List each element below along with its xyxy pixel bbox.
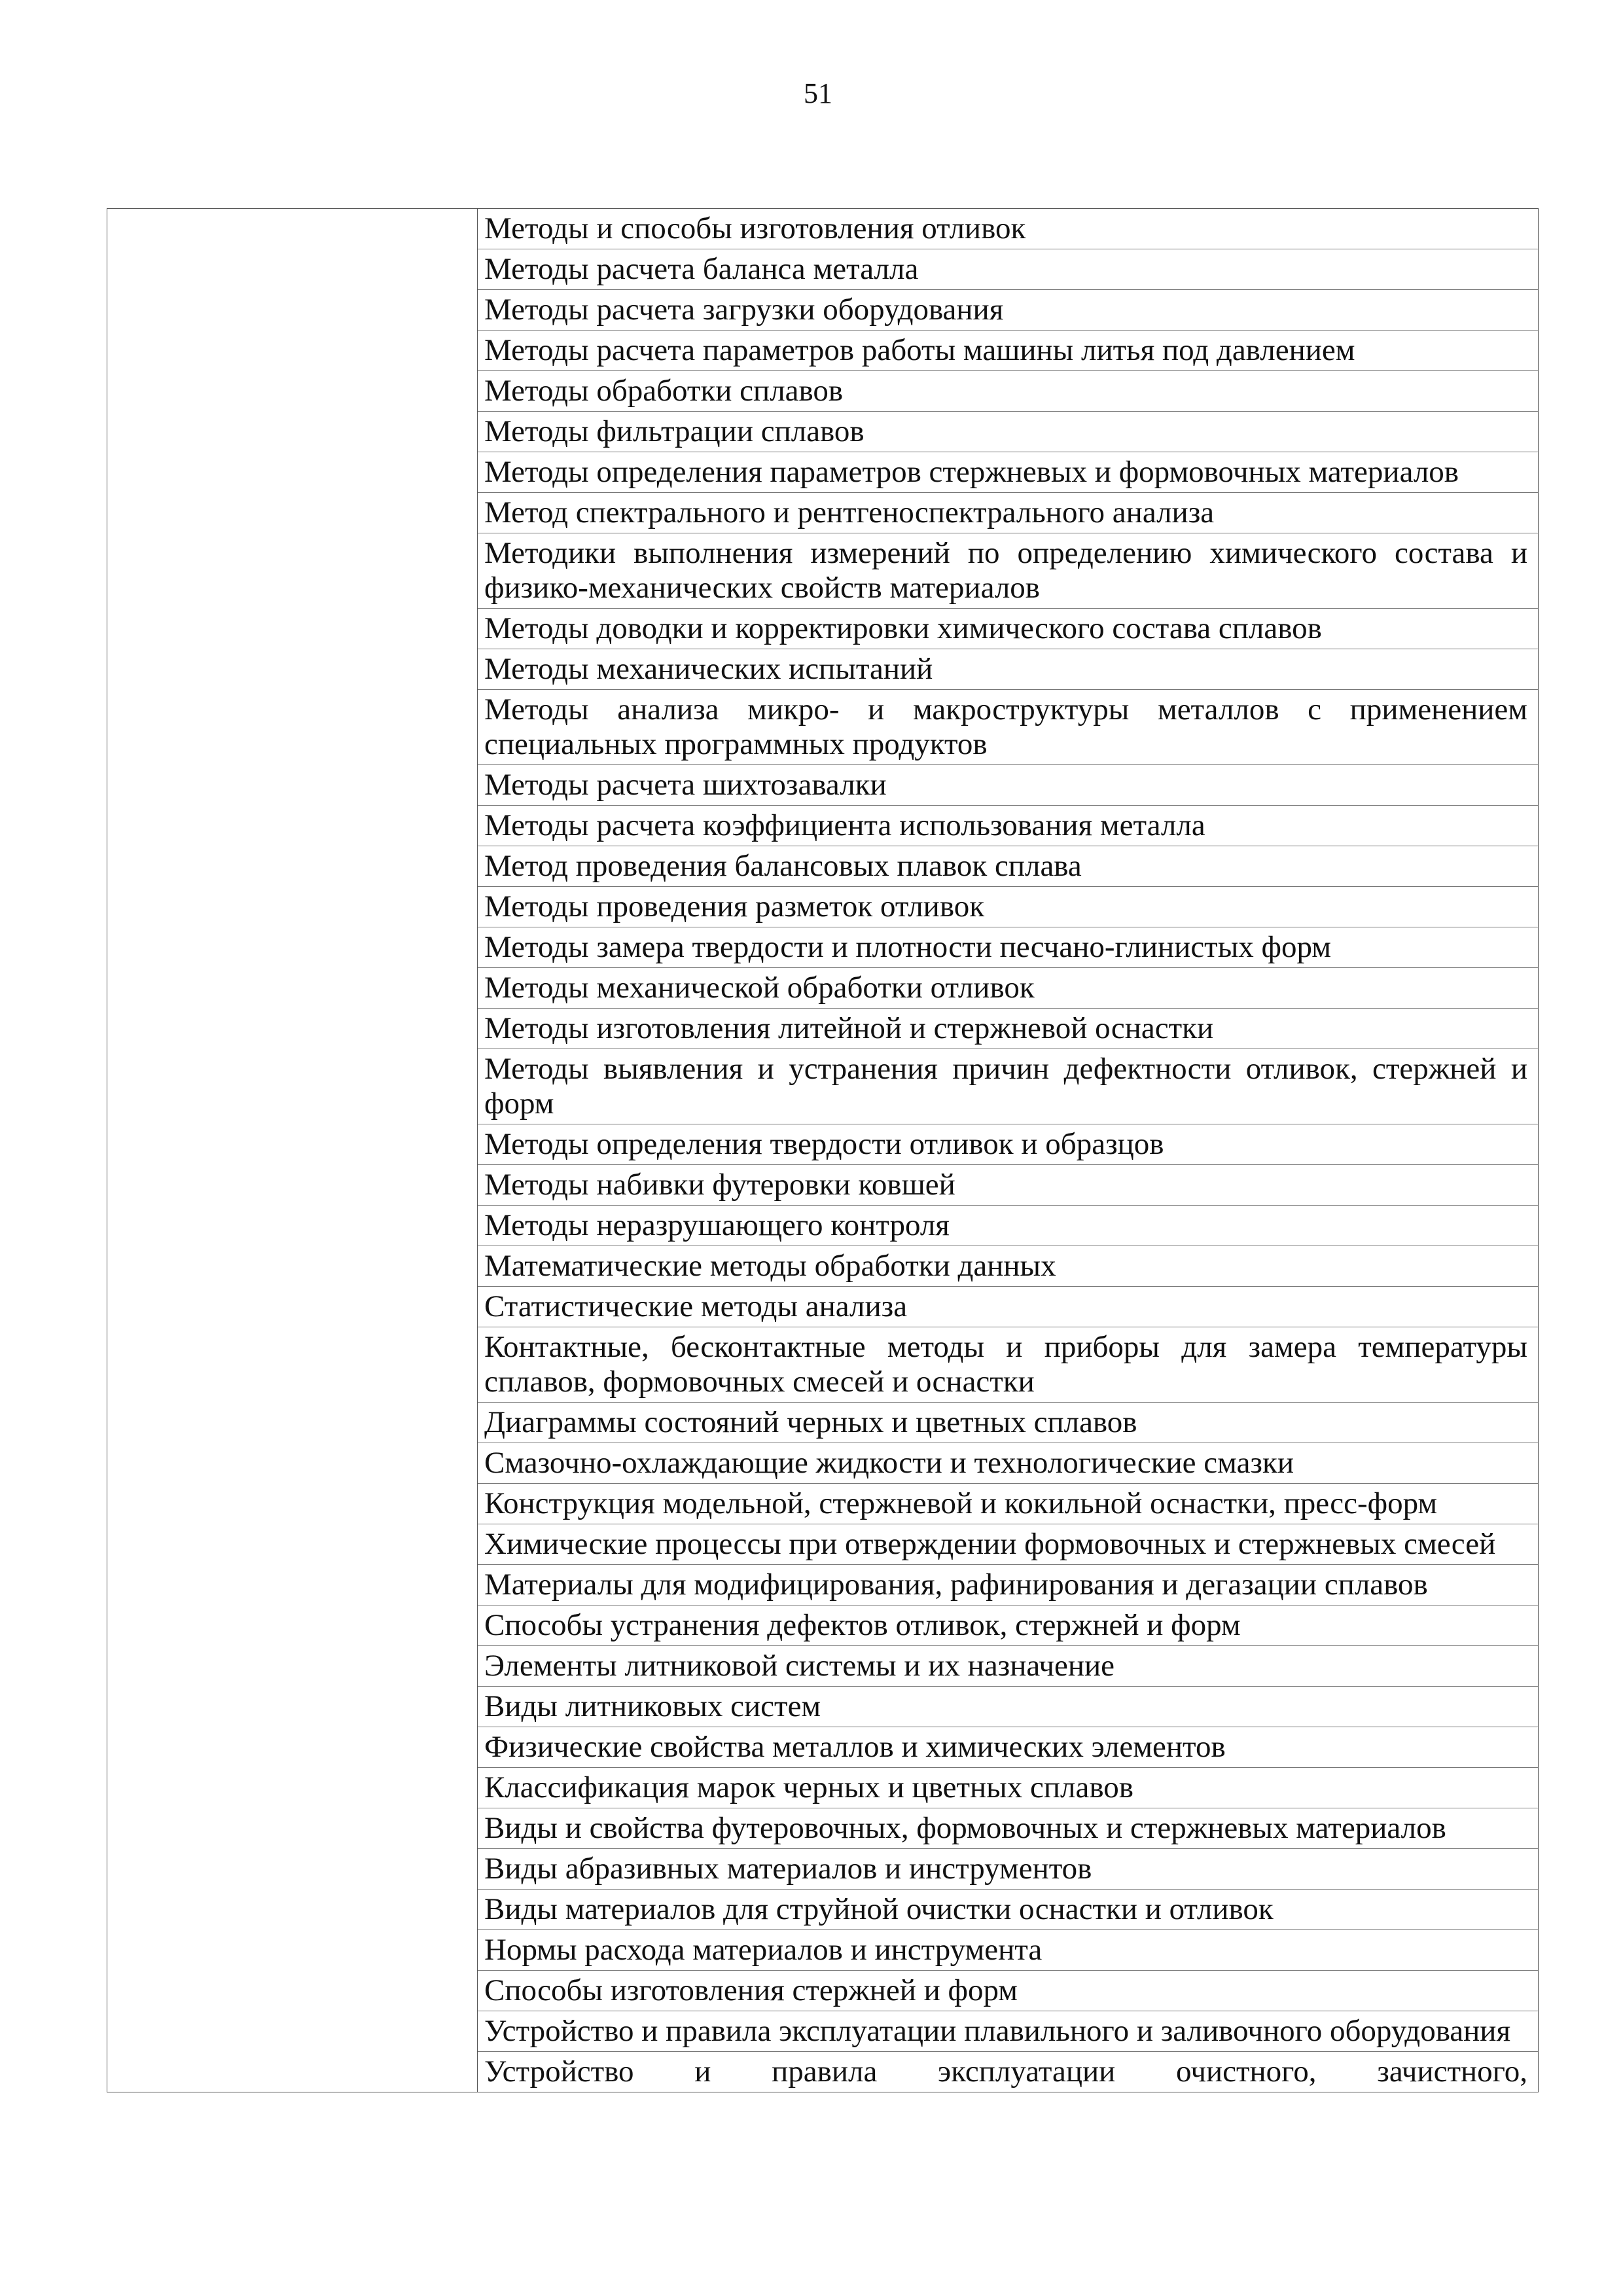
list-item: Методы расчета параметров работы машины литья под давлением	[478, 331, 1538, 371]
list-item: Методы изготовления литейной и стержневой оснастки	[478, 1009, 1538, 1049]
list-item: Методы доводки и корректировки химического состава сплавов	[478, 609, 1538, 649]
list-item: Материалы для модифицирования, рафинирования и дегазации сплавов	[478, 1565, 1538, 1605]
list-item: Методы выявления и устранения причин дефектности отливок, стержней и форм	[478, 1049, 1538, 1124]
page-number: 51	[804, 77, 832, 109]
list-item: Методы набивки футеровки ковшей	[478, 1165, 1538, 1206]
list-item: Методы определения твердости отливок и образцов	[478, 1124, 1538, 1165]
list-item: Методы расчета баланса металла	[478, 249, 1538, 290]
table-row	[107, 209, 1539, 2092]
table-left-cell	[107, 209, 478, 2092]
list-item: Метод спектрального и рентгеноспектрального анализа	[478, 493, 1538, 533]
list-item: Контактные, бесконтактные методы и приборы для замера температуры сплавов, формовочных смесей и оснастки	[478, 1327, 1538, 1403]
list-item: Методы расчета коэффициента использования металла	[478, 806, 1538, 846]
list-item: Статистические методы анализа	[478, 1287, 1538, 1327]
list-item: Виды абразивных материалов и инструментов	[478, 1849, 1538, 1890]
list-item: Методы механической обработки отливок	[478, 968, 1538, 1009]
list-item: Методы проведения разметок отливок	[478, 887, 1538, 927]
list-item: Методы расчета загрузки оборудования	[478, 290, 1538, 331]
list-item: Математические методы обработки данных	[478, 1246, 1538, 1287]
list-item: Методы замера твердости и плотности песчано-глинистых форм	[478, 927, 1538, 968]
list-item: Методики выполнения измерений по определению химического состава и физико-механических свойств материалов	[478, 533, 1538, 609]
list-item: Способы изготовления стержней и форм	[478, 1971, 1538, 2011]
list-item: Классификация марок черных и цветных сплавов	[478, 1768, 1538, 1808]
list-item: Устройство и правила эксплуатации плавильного и заливочного оборудования	[478, 2011, 1538, 2052]
list-item: Методы расчета шихтозавалки	[478, 765, 1538, 806]
list-item: Методы определения параметров стержневых и формовочных материалов	[478, 452, 1538, 493]
list-item: Диаграммы состояний черных и цветных сплавов	[478, 1403, 1538, 1443]
list-item: Методы неразрушающего контроля	[478, 1206, 1538, 1246]
list-item: Методы и способы изготовления отливок	[478, 209, 1538, 249]
list-item: Методы фильтрации сплавов	[478, 412, 1538, 452]
list-item: Виды литниковых систем	[478, 1687, 1538, 1727]
list-item: Виды материалов для струйной очистки оснастки и отливок	[478, 1890, 1538, 1930]
list-item: Способы устранения дефектов отливок, стержней и форм	[478, 1605, 1538, 1646]
list-item: Методы обработки сплавов	[478, 371, 1538, 412]
requirements-table	[107, 208, 1539, 2092]
list-item: Виды и свойства футеровочных, формовочных и стержневых материалов	[478, 1808, 1538, 1849]
list-item: Устройство и правила эксплуатации очистного, зачистного,	[484, 2054, 1527, 2089]
list-item: Метод проведения балансовых плавок сплава	[478, 846, 1538, 887]
list-item: Химические процессы при отверждении формовочных и стержневых смесей	[478, 1524, 1538, 1565]
list-item: Физические свойства металлов и химических элементов	[478, 1727, 1538, 1768]
table-right-cell	[478, 209, 1539, 2092]
list-item: Конструкция модельной, стержневой и кокильной оснастки, пресс-форм	[478, 1484, 1538, 1524]
list-item: Методы анализа микро- и макроструктуры металлов с применением специальных программных продуктов	[478, 690, 1538, 765]
list-item: Элементы литниковой системы и их назначение	[478, 1646, 1538, 1687]
list-item: Методы механических испытаний	[478, 649, 1538, 690]
list-item: Смазочно-охлаждающие жидкости и технологические смазки	[478, 1443, 1538, 1484]
list-item: Нормы расхода материалов и инструмента	[478, 1930, 1538, 1971]
